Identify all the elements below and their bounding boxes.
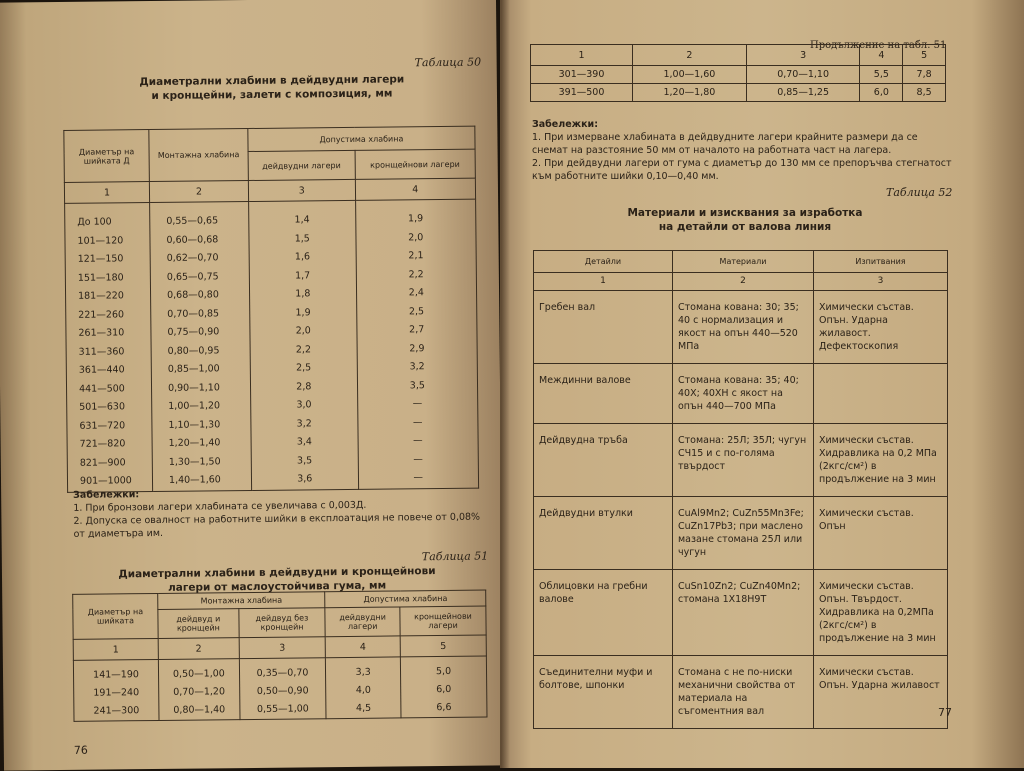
t51c-cell: 0,70—1,10: [746, 66, 860, 84]
table50: [63, 126, 479, 493]
t50-cell: 1,4: [294, 214, 310, 226]
t50-cell: 1,5: [294, 232, 310, 245]
t50-cell: 0,68—0,80: [167, 289, 219, 301]
t50-header-bracket: кронщейнови лагери: [355, 149, 476, 179]
t52-row: [534, 497, 948, 570]
t51-colnum: 2: [158, 638, 239, 660]
t50-cell: 631—720: [79, 419, 126, 432]
t50-cell: 261—310: [78, 327, 125, 339]
table50-caption: Таблица 50: [414, 55, 482, 70]
t50-cell: 361—440: [78, 364, 125, 376]
t50-cell: 0,75—0,90: [167, 326, 220, 338]
left-page: [0, 0, 504, 771]
right-notes-title: Забележки:: [532, 119, 598, 130]
t50-cell: 3,2: [409, 361, 425, 373]
t52-cell: Стомана кована: 30; 35; 40 с нормализация и якост на опън 440—520 МПа: [673, 291, 814, 364]
t51-cell: 3,3: [355, 666, 371, 678]
t51-cell: 4,0: [355, 684, 371, 696]
t50-cell: 1,9: [295, 306, 311, 319]
table50-title-line2: и кронщейни, залети с композиция, мм: [151, 87, 393, 103]
t50-cell: 0,85—1,00: [167, 363, 220, 375]
t50-colnum: 3: [248, 179, 355, 201]
t52-cell: CuAl9Mn2; CuZn55Mn3Fe; CuZn17Pb3; при маслено мазане стомана 25Л или чугун: [673, 497, 814, 570]
t50-cell: 1,20—1,40: [168, 437, 221, 449]
t51-cell: 5,0: [435, 665, 452, 678]
table51-title-line1: Диаметрални хлабини в дейдвудни и кронщейнови: [118, 565, 436, 581]
t50-cell: 1,7: [295, 269, 311, 282]
t51-cell: 0,55—1,00: [256, 703, 309, 715]
t50-cell: 2,0: [408, 231, 424, 243]
t52-row: [534, 364, 948, 424]
t51-header-stern-bracket: дейдвуд и кронщейн: [158, 608, 239, 638]
t50-cell: 2,7: [409, 324, 425, 336]
t52-cell: Стомана с не по-ниски механични свойства от материала на съгоментния вал: [673, 656, 814, 729]
t52-cell: Химически състав. Опън: [814, 497, 948, 570]
t52-cell: Стомана кована: 35; 40; 40Х; 40ХН с якост на опън 440—700 МПа: [673, 364, 814, 424]
t52-row: [534, 291, 948, 364]
table52: [533, 250, 948, 729]
t51-cell: 191—240: [93, 687, 140, 699]
t52-cell: Химически състав. Опън. Ударна жилавост. Дефектоскопия: [814, 291, 948, 364]
t52-cell: Дейдвудна тръба: [534, 424, 673, 497]
t50-colnum: 1: [64, 182, 149, 204]
t50-cell: 501—630: [79, 401, 126, 413]
t51c-cell: 391—500: [531, 84, 633, 102]
t50-cell: 151—180: [77, 271, 124, 284]
t50-cell: 181—220: [78, 290, 124, 302]
t50-cell: 1,10—1,30: [168, 418, 221, 431]
t50-cell: 1,9: [407, 213, 424, 225]
t50-cell: 0,80—0,95: [167, 344, 220, 357]
t51c-cell: 0,85—1,25: [746, 84, 860, 102]
t51-colnum: 4: [325, 636, 400, 658]
t50-cell: 101—120: [77, 234, 124, 247]
t50-cell: 1,6: [294, 251, 311, 263]
t51-col-mount-b: [239, 658, 326, 720]
t50-col-stern: [249, 200, 359, 490]
t50-note1: 1. При бронзови лагери хлабината се увеличава с 0,003Д.: [73, 499, 367, 514]
t51-header-stern: дейдвудни лагери: [325, 606, 400, 636]
t50-cell: 2,9: [409, 342, 425, 354]
t51-colnum: 3: [239, 637, 326, 659]
t52-header: Изпитвания: [814, 251, 948, 273]
t50-cell: 3,0: [296, 399, 312, 411]
t50-col-diameter: [65, 203, 153, 492]
t52-body: [534, 291, 948, 729]
t50-header-mounting: Монтажна хлабина: [149, 129, 249, 182]
t52-cell: Дейдвудни втулки: [534, 497, 673, 570]
t51-header-diameter: Диаметър на шийката: [73, 593, 158, 639]
t50-cell: 1,40—1,60: [168, 474, 221, 486]
t51c-cell: 8,5: [903, 84, 946, 102]
t52-cell: Гребен вал: [534, 291, 673, 364]
t51-col-diameter: [73, 659, 159, 721]
t52-row: [534, 656, 948, 729]
t51-col-bracket: [400, 656, 487, 718]
t52-colnum: 1: [534, 273, 673, 291]
t50-header-stern: дейдвудни лагери: [248, 150, 355, 180]
t51-colnum: 5: [400, 635, 486, 657]
t50-note2: 2. Допуска се овалност на работните шийки в експлоатация не повече от 0,08% от диаметъра им.: [73, 511, 481, 540]
t50-cell: 2,1: [408, 250, 424, 262]
t51-cell: 0,70—1,20: [173, 686, 226, 698]
t50-cell: 0,90—1,10: [167, 381, 220, 394]
t50-header-diameter: Диаметър на шийката Д: [64, 130, 150, 183]
t51c-colnum: 1: [531, 45, 633, 66]
t50-cell: 0,55—0,65: [166, 215, 219, 227]
t50-cell: 221—260: [78, 308, 125, 321]
t50-colnum: 2: [149, 181, 248, 203]
t52-cell: Химически състав. Опън. Ударна жилавост: [814, 656, 948, 729]
t50-cell: —: [413, 435, 423, 447]
table51: [72, 590, 487, 722]
t51-header-bracket: кронщейнови лагери: [400, 606, 486, 636]
t51-cell: 4,5: [355, 702, 372, 714]
t52-cell: Облицовки на гребни валове: [534, 570, 673, 656]
t52-cell: Химически състав. Хидравлика на 0,2 МПа (2кгс/см²) в продължение на 3 мин: [814, 424, 948, 497]
page-number-right: 77: [938, 706, 952, 719]
t51-cell: 0,50—1,00: [172, 668, 225, 680]
t50-cell: 1,8: [295, 288, 311, 300]
t51-col-stern: [326, 657, 401, 719]
t52-cell: Химически състав. Опън. Твърдост. Хидравлика на 0,2МПа (2кгс/см²) в продължение на 3 мин: [814, 570, 948, 656]
t51c-cell: 301—390: [531, 66, 633, 84]
t51c-cell: 7,8: [903, 66, 946, 84]
table50-title-line1: Диаметрални хлабини в дейдвудни лагери: [139, 73, 405, 89]
t51c-cell: 1,00—1,60: [633, 66, 747, 84]
t50-cell: —: [412, 416, 423, 428]
t50-cell: 121—150: [77, 253, 124, 265]
t51-header-stern-no-bracket: дейдвуд без кронщейн: [239, 607, 326, 637]
t50-cell: 0,70—0,85: [167, 307, 220, 320]
t51c-cell: 1,20—1,80: [633, 84, 747, 102]
t50-cell: 3,6: [297, 473, 313, 485]
t50-cell: 2,2: [408, 268, 424, 280]
t52-colnum: 2: [673, 273, 814, 291]
t52-row: [534, 424, 948, 497]
right-note1: 1. При измерване хлабината в дейдвудните лагери крайните размери да се снемат на разстояние 50 мм от началото на работната част на лагера.: [532, 132, 918, 156]
continuation-caption: Продължение на табл. 51: [810, 40, 947, 51]
t50-cell: 3,2: [296, 417, 312, 430]
t50-cell: 2,8: [296, 380, 312, 393]
t51-cell: 6,0: [436, 683, 452, 696]
t50-cell: 1,30—1,50: [168, 455, 221, 468]
t51-cell: 141—190: [93, 669, 139, 681]
table51-title-line2: лагери от маслоустойчива гума, мм: [167, 579, 387, 594]
table51-continuation: [530, 44, 946, 102]
t51c-colnum: 5: [903, 45, 946, 66]
t51c-colnum: 4: [860, 45, 903, 66]
t50-cell: 3,5: [409, 379, 425, 391]
table50-notes: [73, 485, 482, 541]
t52-cell: Стомана: 25Л; 35Л; чугун СЧ15 и с по-голяма твърдост: [673, 424, 814, 497]
t51c-colnum: 3: [746, 45, 860, 66]
t50-cell: До 100: [77, 216, 112, 228]
t52-row: [534, 570, 948, 656]
table52-title-line1: Материали и изисквания за изработка: [627, 207, 863, 219]
t50-col-mounting: [150, 202, 252, 492]
t51-header-allowable: Допустима хлабина: [325, 590, 486, 607]
t50-cell: 901—1000: [79, 475, 132, 487]
t50-cell: 0,60—0,68: [166, 233, 219, 246]
t50-cell: 2,5: [295, 362, 312, 374]
t50-cell: 311—360: [78, 345, 125, 358]
t50-cell: —: [412, 398, 423, 410]
t50-cell: 3,4: [296, 436, 312, 448]
table50-title: [107, 72, 437, 103]
t52-cell: CuSn10Zn2; CuZn40Mn2; стомана 1Х18Н9Т: [673, 570, 814, 656]
t51-col-mount-a: [158, 659, 239, 721]
t50-cell: 3,5: [296, 454, 313, 467]
t50-cell: 0,65—0,75: [166, 270, 219, 283]
t52-cell: Съединителни муфи и болтове, шпонки: [534, 656, 673, 729]
t51-header-mounting: Монтажна хлабина: [158, 592, 325, 609]
table52-title-line2: на детайли от валова линия: [658, 221, 832, 233]
t51-cell: 0,50—0,90: [256, 685, 309, 697]
t51-cell: 0,80—1,40: [173, 704, 226, 716]
t50-cell: 721—820: [79, 438, 126, 450]
t52-header: Материали: [673, 251, 814, 273]
t51c-row: [531, 84, 946, 102]
page-number-left: 76: [73, 743, 88, 757]
t51-colnum: 1: [73, 638, 158, 660]
t50-cell: 821—900: [79, 456, 126, 469]
t51-cell: 0,35—0,70: [256, 667, 309, 679]
t50-cell: 0,62—0,70: [166, 252, 219, 264]
t51-cell: 241—300: [93, 705, 140, 717]
t50-cell: 1,00—1,20: [168, 400, 221, 412]
t50-cell: —: [413, 472, 424, 484]
t51c-cell: 5,5: [860, 66, 903, 84]
table52-caption: Таблица 52: [886, 186, 953, 199]
t50-cell: 2,5: [408, 305, 425, 317]
t50-header-allowable: Допустима хлабина: [248, 126, 475, 151]
t50-col-bracket: [355, 199, 478, 489]
t52-cell: [814, 364, 948, 424]
t51c-row: [531, 66, 946, 84]
t50-notes-title: Забележки:: [73, 489, 140, 501]
t50-cell: 2,4: [408, 287, 424, 299]
t52-colnum: 3: [814, 273, 948, 291]
t50-cell: 2,2: [295, 343, 312, 356]
t51c-colnum: 2: [633, 45, 747, 66]
table52-title: [600, 206, 890, 234]
t50-cell: 441—500: [78, 382, 125, 395]
t50-colnum: 4: [355, 178, 476, 200]
table51-caption: Таблица 51: [421, 549, 489, 564]
t50-cell: —: [413, 453, 423, 465]
right-note2: 2. При дейдвудни лагери от гума с диаметър до 130 мм се препоръчва стегнатост към работните шийки 0,10—0,40 мм.: [532, 158, 952, 182]
t52-header: Детайли: [534, 251, 673, 273]
right-notes: [532, 118, 952, 183]
t52-cell: Междинни валове: [534, 364, 673, 424]
t51c-cell: 6,0: [860, 84, 903, 102]
t51-cell: 6,6: [436, 701, 452, 714]
gutter-shadow: [500, 0, 510, 768]
t50-cell: 2,0: [295, 325, 311, 337]
